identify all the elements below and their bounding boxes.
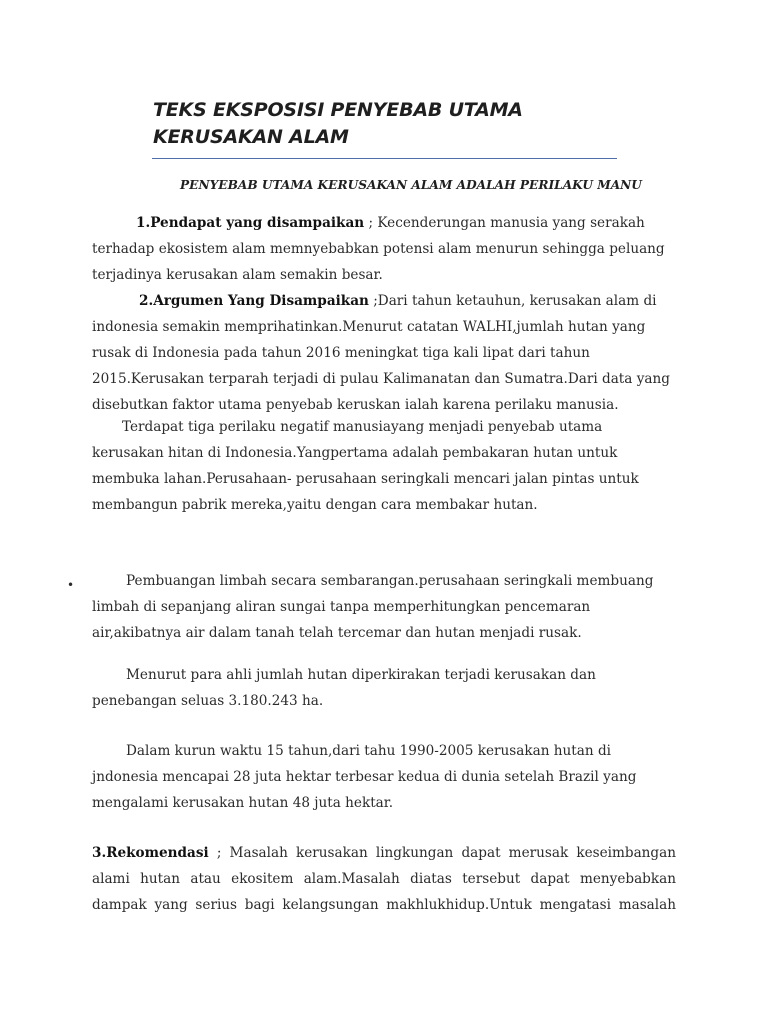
rekomendasi-label: 3.Rekomendasi bbox=[92, 845, 209, 861]
paragraph-perilaku-negatif: Terdapat tiga perilaku negatif manusiayang menjadi penyebab utama kerusakan hitan di Indonesia.Yangpertama adalah pembakaran hutan untuk membuka lahan.Perusahaan- perusahaan seringkali mencari jalan pintas untuk membangun pabrik mereka,yaitu dengan cara membakar hutan. bbox=[92, 419, 639, 513]
paragraph-limbah: Pembuangan limbah secara sembarangan.perusahaan seringkali membuang limbah di sepanjang aliran sungai tanpa memperhitungkan pencemaran air,akibatnya air dalam tanah telah tercemar dan hutan menjadi rusak. bbox=[92, 573, 654, 641]
title-underline bbox=[152, 158, 617, 159]
paragraph-kurun-waktu: Dalam kurun waktu 15 tahun,dari tahu 1990-2005 kerusakan hutan di jndonesia mencapai 28 juta hektar terbesar kedua di dunia setelah Brazil yang mengalami kerusakan hutan 48 juta hektar. bbox=[92, 743, 637, 811]
rekomendasi-text: ; Masalah kerusakan lingkungan dapat merusak keseimbangan alami hutan atau ekositem alam.Masalah diatas tersebut dapat menyebabkan dampak yang serius bagi kelangsungan makhlukhidup.Untuk mengatasi masalah bbox=[92, 845, 676, 913]
paragraph-pendapat bbox=[92, 210, 676, 288]
document-title: TEKS EKSPOSISI PENYEBAB UTAMA KERUSAKAN ALAM bbox=[153, 99, 523, 148]
argumen-text: ;Dari tahun ketauhun, kerusakan alam di indonesia semakin memprihatinkan.Menurut catatan WALHI,jumlah hutan yang rusak di Indonesia pada tahun 2016 meningkat tiga kali lipat dari tahun 2015.Kerusakan terparah terjadi di pulau Kalimanatan dan Sumatra.Dari data yang disebutkan faktor utama penyebab keruskan ialah karena perilaku manusia. bbox=[92, 293, 670, 413]
paragraph-ahli: Menurut para ahli jumlah hutan diperkirakan terjadi kerusakan dan penebangan seluas 3.180.243 ha. bbox=[92, 667, 596, 709]
bullet-marker: • bbox=[67, 578, 75, 592]
pendapat-label: 1.Pendapat yang disampaikan bbox=[136, 215, 365, 231]
paragraph-argumen bbox=[92, 288, 676, 418]
paragraph-rekomendasi bbox=[92, 840, 676, 918]
document-subtitle: PENYEBAB UTAMA KERUSAKAN ALAM ADALAH PERILAKU MANU bbox=[180, 178, 642, 192]
argumen-label: 2.Argumen Yang Disampaikan bbox=[139, 293, 369, 309]
pendapat-text: ; Kecenderungan manusia yang serakah terhadap ekosistem alam memnyebabkan potensi alam menurun sehingga peluang terjadinya kerusakan alam semakin besar. bbox=[92, 215, 665, 283]
